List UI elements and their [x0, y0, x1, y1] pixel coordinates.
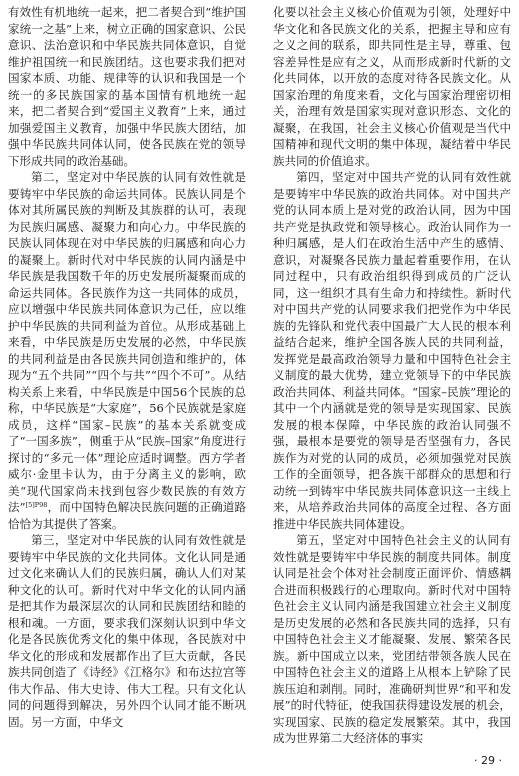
paragraph-tail: ，而中国特色解决民族问题的正确道路恰恰为其提供了答案。 [8, 500, 247, 531]
paragraph-body: 第二，坚定对中华民族的认同有效性就是要铸牢中华民族的命运共同体。民族认同是个体对其所属民族的判断及其族群的认可，表现为民族归属感、凝聚力和向心力。中华民族的民族认同体现在对中华民族的归属感和向心力的凝聚上。新时代对中华民族的认同内涵是中华民族是我国数千年的历史发展所凝聚而成的命运共同体。各民族作为这一共同体的成员，应以增强中华民族共同体意识为己任，应以维护中华民族的共同利益为首位。从形成基础上来看，中华民族是历史发展的必然，中华民族的共同利益是由各民族共同创造和维护的，体现为“五个共同”“四个与共”“四个不可”。从结构关系上来看，中华民族是中国56个民族的总称，中华民族是“大家庭”，56个民族就是家庭成员，这样“国家–民族”的基本关系就变成了“一国多族”，侧重于从“民族–国家”角度进行探讨的“多元一体”理论应适时调整。西方学者威尔·金里卡认为，由于分离主义的影响，欧美“现代国家尚未找到包容少数民族的有效方法” [8, 170, 246, 514]
page-number: · 29 · [474, 754, 502, 767]
right-column [273, 4, 511, 747]
paragraph-second-point [8, 169, 246, 532]
paragraph-third-point: 第三，坚定对中华民族的认同有效性就是要铸牢中华民族的文化共同体。文化认同是通过文化来确认人们的民族归属，确认人们对某种文化的认可。新时代对中华文化的认同内涵是把其作为最深层次的认同和民族团结和睦的根和魂。一方面，要求我们深刻认识到中华文化是各民族优秀文化的集中体现，各民族对中华文化的形成和发展都作出了巨大贡献，各民族共同创造了《诗经》《江格尔》和布达拉宫等伟大作品、伟大史诗、伟大工程。只有文化认同的问题得到解决，另外四个认同才能不断巩固。另一方面，中华文 [8, 533, 246, 729]
citation-superscript: [5]P98 [25, 501, 48, 509]
left-column [8, 4, 246, 730]
paragraph-continuation-right: 化要以社会主义核心价值观为引领，处理好中华文化和各民族文化的关系，把握主导和应有之义之间的联系，即共同性是主导，尊重、包容差异性是应有之义，从而形成新时代新的文化共同体，以开放的态度对待各民族文化。从国家治理的角度来看，文化与国家治理密切相关，治理有效是国家实现对意识形态、文化的凝聚，在我国，社会主义核心价值观是当代中国精神和现代文明的集中体现，凝结着中华民族共同的价值追求。 [273, 5, 511, 168]
paragraph-fifth-point: 第五，坚定对中国特色社会主义的认同有效性就是要铸牢中华民族的制度共同体。制度认同是社会个体对社会制度正面评价、情感耦合进而积极践行的心理取向。新时代对中国特色社会主义认同内涵是我国建立社会主义制度是历史发展的必然和各民族共同的选择，只有中国特色社会主义才能凝聚、发展、繁荣各民族。新中国成立以来，党团结带领各族人民在中国特色社会主义的道路上从根本上铲除了民族压迫和剥削。同时，准确研判世界“和平和发展”的时代特征，使我国获得建设发展的机会，实现国家、民族的稳定发展繁荣。其中，我国成为世界第二大经济体的事实 [273, 533, 511, 745]
paragraph-fourth-point: 第四，坚定对中国共产党的认同有效性就是要铸牢中华民族的政治共同体。对中国共产党的认同本质上是对党的政治认同，因为中国共产党是执政党和领导核心。政治认同作为一种归属感，是人们在政治生活中产生的感情、意识，对凝聚各民族力量起着重要作用，在认同过程中，只有政治组织得到成员的广泛认同，这一组织才具有生命力和持续性。新时代对中国共产党的认同要求我们把党作为中华民族的先锋队和党代表中国最广大人民的根本利益结合起来，维护全国各族人民的共同利益，发挥党是最高政治领导力量和中国特色社会主义制度的最大优势，建立党领导下的中华民族政治共同体、利益共同体。“国家–民族”理论的其中一个内涵就是党的领导是实现国家、民族发展的根本保障，中华民族的政治认同强不强，最根本是要党的领导是否坚强有力，各民族作为对党的认同的成员，必须加强党对民族工作的全面领导，把各族干部群众的思想和行动统一到铸牢中华民族共同体意识这一主线上来，从培养政治共同体的高度全过程、各方面推进中华民族共同体建设。 [273, 170, 511, 531]
paragraph-continuation: 有效性有机地统一起来，把二者契合到“维护国家统一之基”上来，树立正确的国家意识、公民意识、法治意识和中华民族共同体意识，自觉维护祖国统一和民族团结。这也要求我们把对国家本质、功能、规律等的认识和我国是一个统一的多民族国家的基本国情有机地统一起来，把二者契合到“爱国主义教育”上来，通过加强爱国主义教育，加强中华民族大团结，加强中华民族共同体认同，使各民族在党的领导下形成共同的政治基础。 [8, 5, 246, 168]
